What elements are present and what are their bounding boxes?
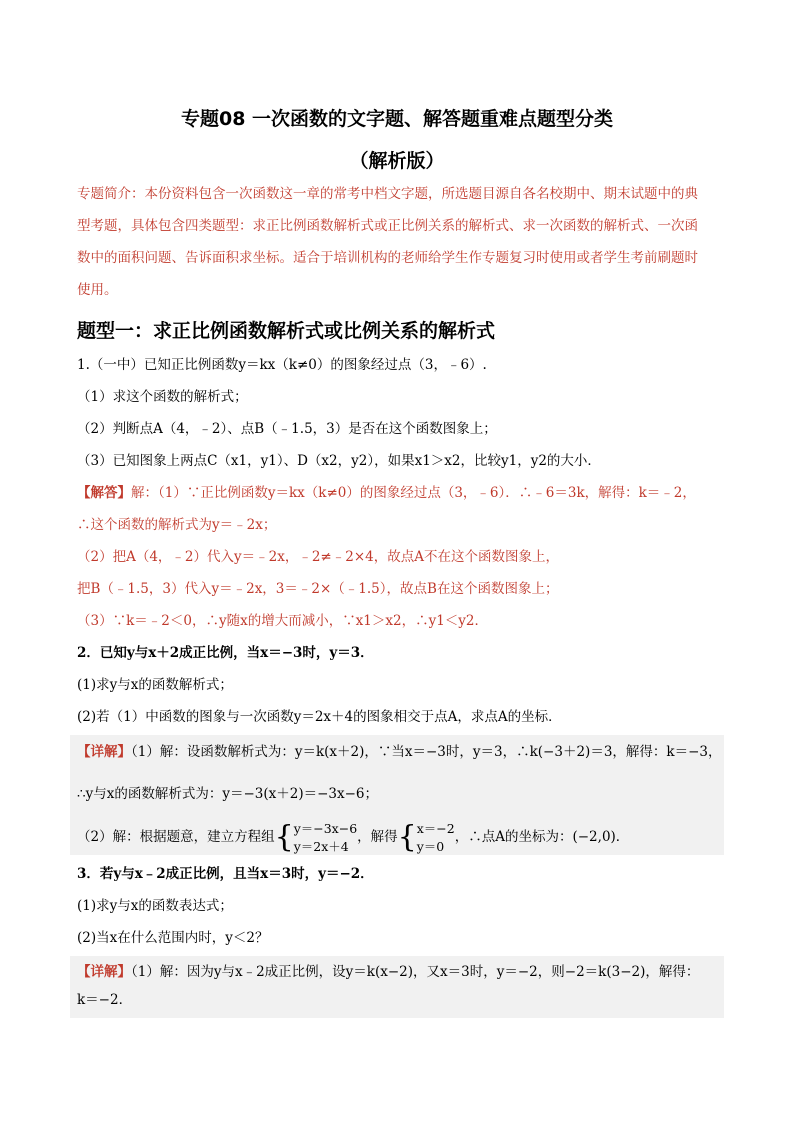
q3-stem: 3．若y与x﹣2成正比例，且当x＝3时，y＝−2． xyxy=(77,866,374,882)
left-brace-icon: { xyxy=(274,819,294,855)
intro-line-2: 型考题，具体包含四类题型：求正比例函数解析式或正比例关系的解析式、求一次函数的解析式、一次函 xyxy=(77,218,698,234)
q2-part-2: (2)若（1）中函数的图象与一次函数y＝2x＋4的图象相交于点A，求点A的坐标． xyxy=(77,709,562,725)
q3-answer-1 xyxy=(77,962,699,982)
q3-part-1: (1)求y与x的函数表达式； xyxy=(77,898,233,914)
q1-answer-4: 把B（﹣1.5，3）代入y＝﹣2x，3＝﹣2×（﹣1.5），故点B在这个函数图象上； xyxy=(77,581,559,597)
q3-part-2: (2)当x在什么范围内时，y＜2？ xyxy=(77,930,269,946)
q1-part-2: （2）判断点A（4，﹣2）、点B（﹣1.5，3）是否在这个函数图象上； xyxy=(77,421,497,437)
q1-answer-3: （2）把A（4，﹣2）代入y＝﹣2x，﹣2≠﹣2×4，故点A不在这个函数图象上， xyxy=(77,549,559,565)
q2-answer-3-mid: ，解得 xyxy=(357,829,398,845)
system-1-eq-2: y＝2x＋4 xyxy=(293,838,349,854)
system-2-eq-1: x＝−2 xyxy=(416,820,455,836)
document-title: 专题08 一次函数的文字题、解答题重难点题型分类 xyxy=(180,108,614,130)
q1-answer-1-text: 解：（1）∵正比例函数y＝kx（k≠0）的图象经过点（3，﹣6）．∴﹣6＝3k，解得：k＝﹣2， xyxy=(131,485,696,501)
answer-tag: 【详解】 xyxy=(77,744,131,760)
q1-answer-1 xyxy=(77,483,696,503)
equation-system-2 xyxy=(417,820,455,856)
intro-line-1: 专题简介：本份资料包含一次函数这一章的常考中档文字题，所选题目源自各名校期中、期末试题中的典 xyxy=(77,186,698,202)
q2-answer-3-post: ，∴点A的坐标为：(−2,0)． xyxy=(454,829,630,845)
q1-part-3: （3）已知图象上两点C（x1，y1）、D（x2，y2），如果x1＞x2，比较y1，y2的大小． xyxy=(77,453,601,469)
left-brace-icon: { xyxy=(397,819,417,855)
system-2-eq-2: y＝0 xyxy=(416,838,445,854)
q3-answer-1-text: （1）解：因为y与x﹣2成正比例，设y＝k(x−2)，又x＝3时，y＝−2，则−2＝k(3−2)，解得： xyxy=(131,964,700,980)
section-heading: 题型一：求正比例函数解析式或比例关系的解析式 xyxy=(77,320,496,342)
document-subtitle: （解析版） xyxy=(349,150,445,172)
q2-stem: 2．已知y与x＋2成正比例，当x＝−3时，y＝3． xyxy=(77,645,374,661)
equation-system-1 xyxy=(294,820,357,856)
q1-answer-2: ∴这个函数的解析式为y＝﹣2x； xyxy=(77,517,277,533)
q1-part-1: （1）求这个函数的解析式； xyxy=(77,389,248,405)
answer-tag: 【详解】 xyxy=(77,964,131,980)
system-1-eq-1: y＝−3x−6 xyxy=(293,820,358,836)
q1-stem: 1.（一中）已知正比例函数y＝kx（k≠0）的图象经过点（3，﹣6）. xyxy=(77,357,487,373)
q1-answer-5: （3）∵k＝﹣2＜0，∴y随x的增大而减小，∵x1＞x2，∴y1＜y2． xyxy=(77,613,489,629)
q2-answer-1 xyxy=(77,742,722,762)
q3-answer-2: k＝−2． xyxy=(77,992,133,1008)
q2-answer-3-pre: （2）解：根据题意，建立方程组 xyxy=(77,829,275,845)
q2-part-1: (1)求y与x的函数解析式； xyxy=(77,677,233,693)
intro-line-3: 数中的面积问题、告诉面积求坐标。适合于培训机构的老师给学生作专题复习时使用或者学生考前刷题时 xyxy=(77,250,698,266)
answer-tag: 【解答】 xyxy=(77,485,131,501)
intro-line-4: 使用。 xyxy=(77,282,118,298)
q2-answer-2: ∴y与x的函数解析式为：y＝−3(x＋2)＝−3x−6； xyxy=(77,786,379,802)
q2-answer-1-text: （1）解：设函数解析式为：y＝k(x＋2)，∵当x＝−3时，y＝3，∴k(−3＋2)＝3，解得：k＝−3， xyxy=(131,744,722,760)
q2-answer-3 xyxy=(77,816,629,858)
